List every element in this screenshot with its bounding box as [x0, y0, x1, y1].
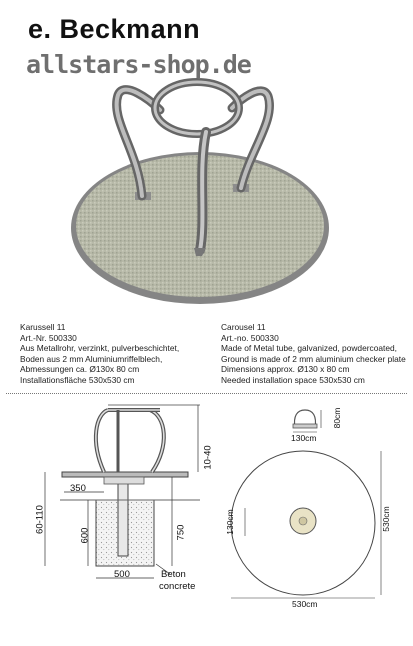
description-line: Carousel 11 [221, 322, 266, 332]
description-line: Installationsfläche 530x530 cm [20, 374, 135, 385]
post-anchor [118, 476, 128, 556]
brand-logo: e. Beckmann [28, 14, 201, 44]
description-line: Dimensions approx. Ø130 x 80 cm [221, 364, 350, 375]
dim-530cm-right: 530cm [381, 506, 391, 532]
description-line: Karussell 11 [20, 322, 66, 332]
dim-500: 500 [114, 569, 130, 580]
description-line: Art.-no. 500330 [221, 332, 279, 343]
description-line: Needed installation space 530x530 cm [221, 374, 365, 385]
dim-130cm-left: 130cm [225, 509, 235, 535]
description-english [221, 322, 406, 386]
description-german [20, 322, 179, 386]
dim-750: 750 [175, 524, 187, 541]
dim-130cm-top: 130cm [291, 433, 317, 443]
product-rendering [0, 0, 413, 320]
dim-350: 350 [70, 483, 86, 494]
dim-height-10-40: 10-40 [202, 445, 214, 470]
label-beton: Beton [161, 569, 186, 580]
description-line: Boden aus 2 mm Aluminiumriffelblech, [20, 353, 163, 364]
description-line: Art.-Nr. 500330 [20, 332, 77, 343]
dim-80cm: 80cm [332, 407, 342, 429]
description-line: Aus Metallrohr, verzinkt, pulverbeschichtet, [20, 343, 180, 354]
platform [62, 472, 188, 477]
shop-url: allstars-shop.de [26, 50, 251, 79]
dim-530cm-bottom: 530cm [292, 599, 318, 609]
section-divider [6, 393, 407, 394]
description-line: Ground is made of 2 mm aluminium checker plate [221, 353, 406, 364]
dim-60-110: 60-110 [34, 505, 46, 534]
description-line: Abmessungen ca. Ø130x 80 cm [20, 364, 140, 375]
description-line: Made of Metal tube, galvanized, powdercoated, [221, 343, 397, 354]
dim-600: 600 [79, 527, 91, 544]
label-concrete: concrete [159, 581, 196, 592]
